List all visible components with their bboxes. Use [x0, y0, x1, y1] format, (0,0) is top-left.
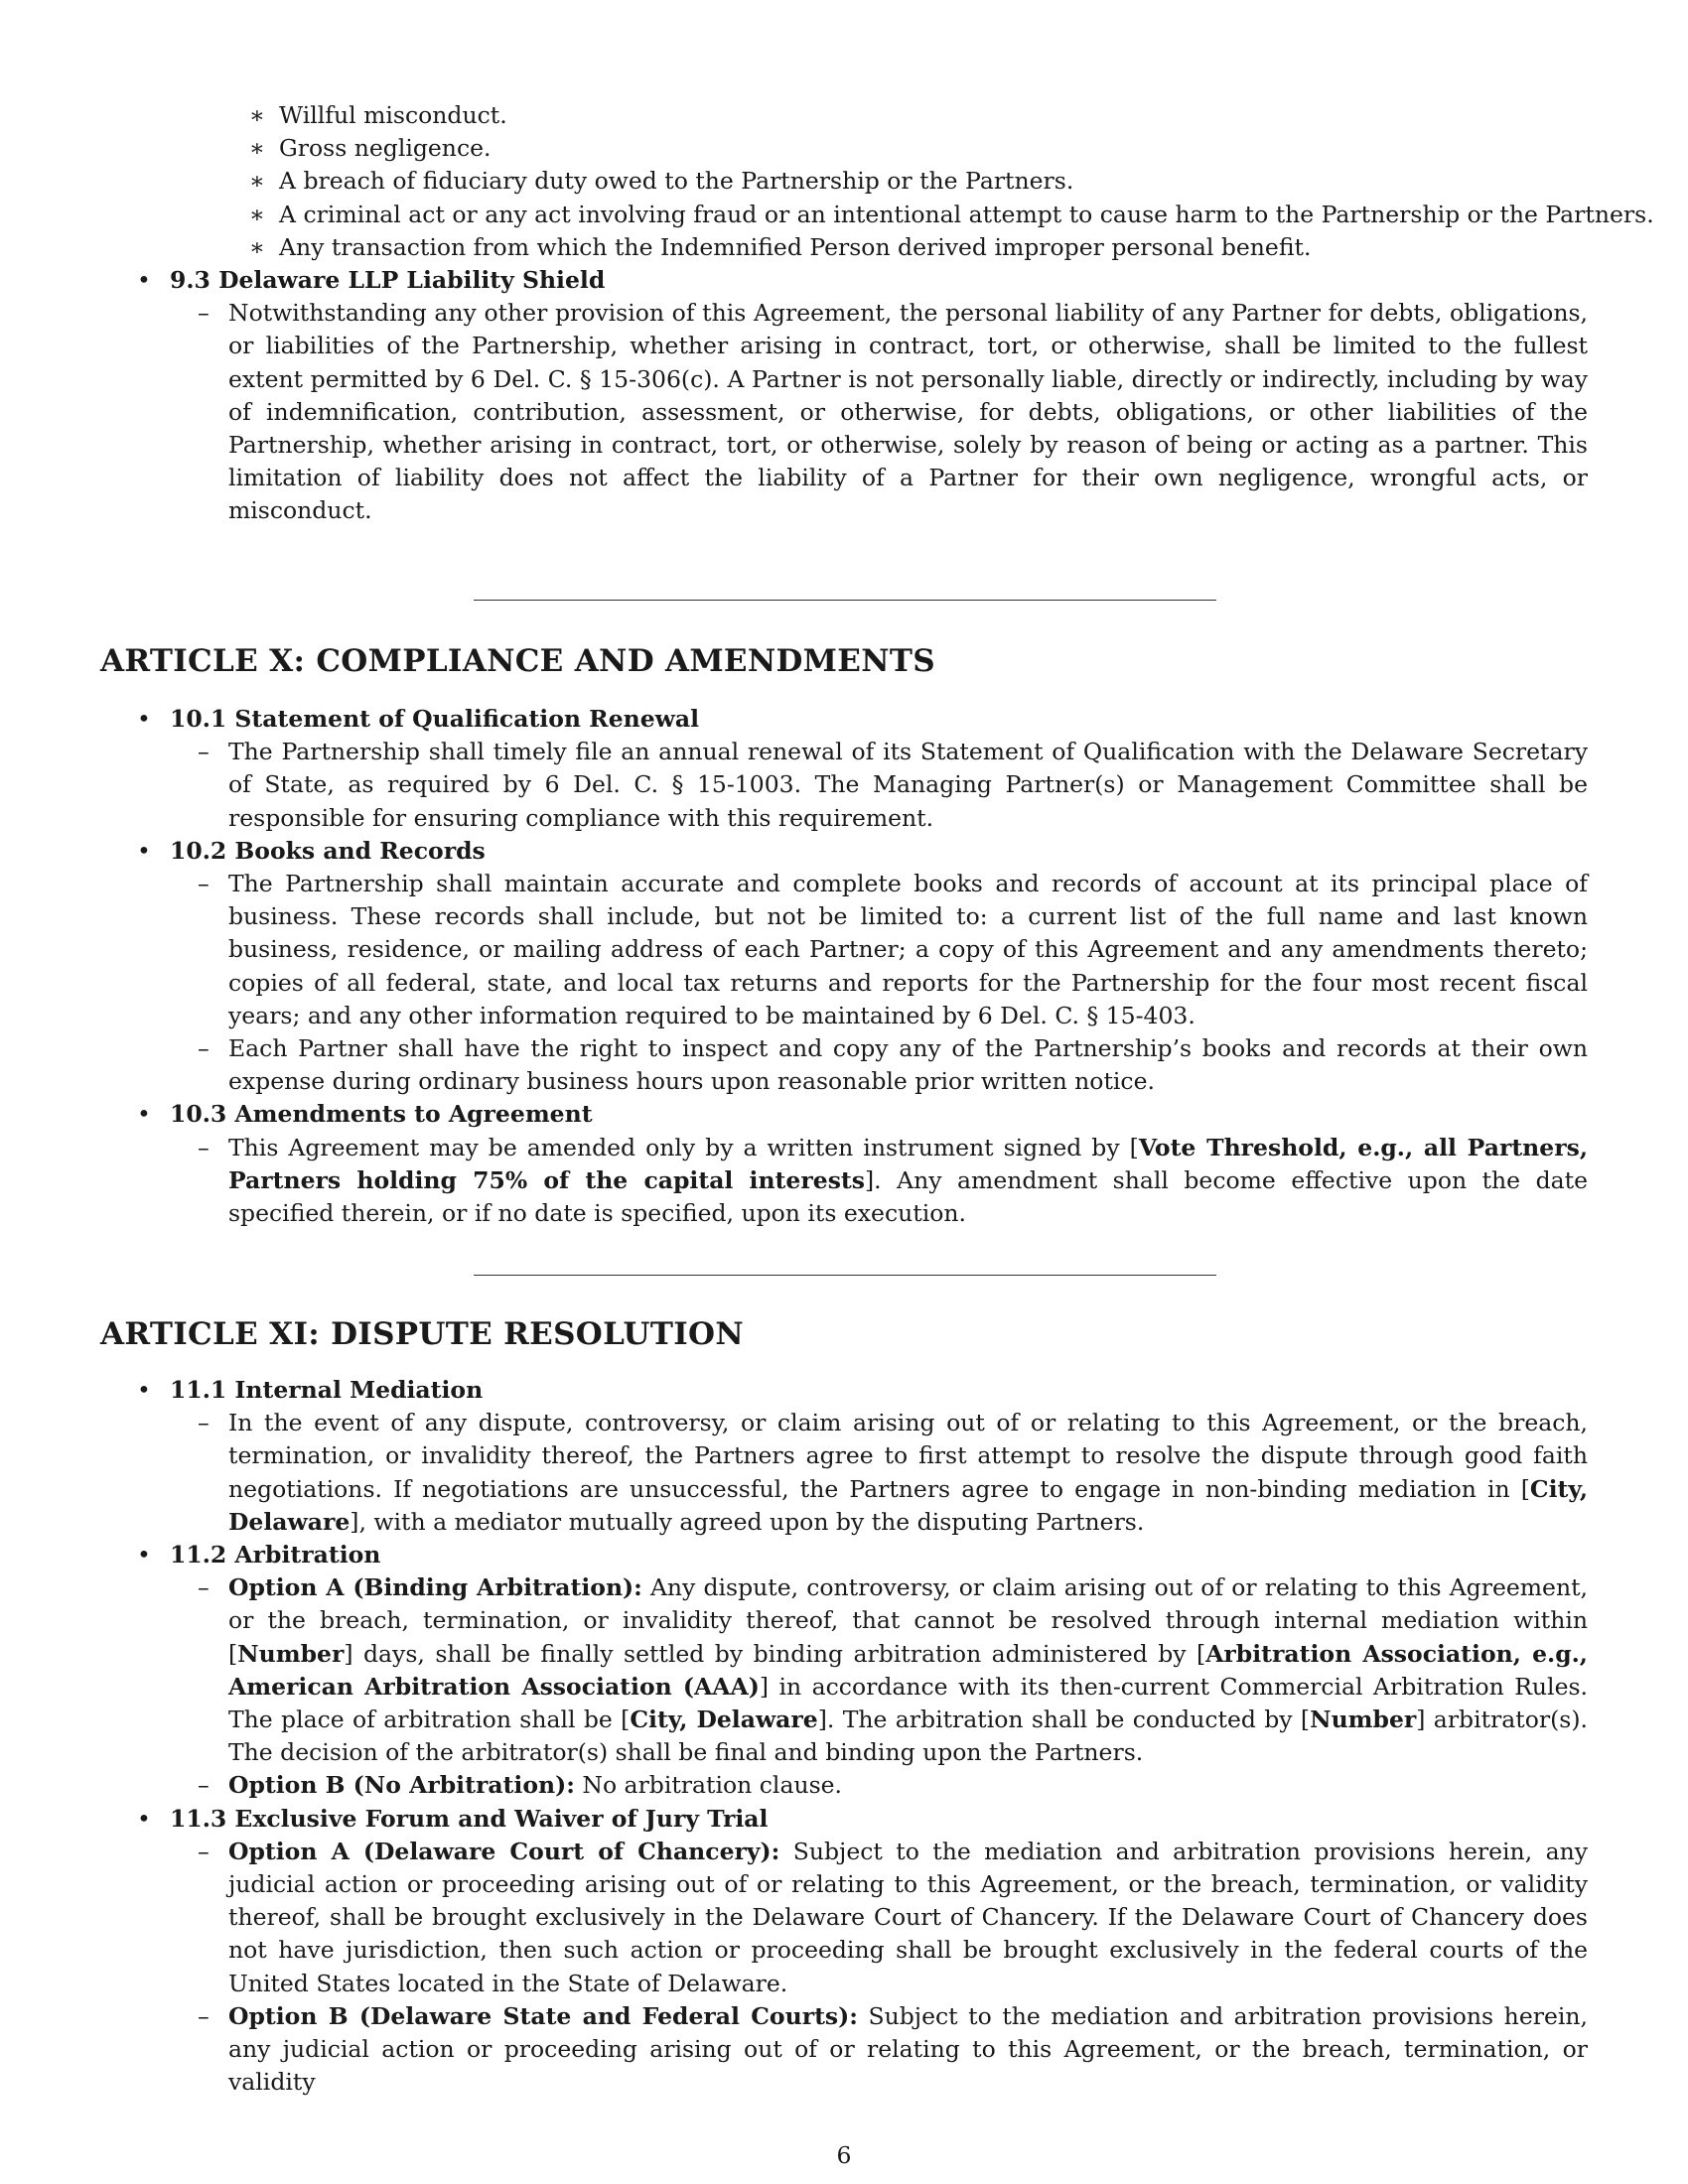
section-heading-10-3: • 10.3 Amendments to Agreement: [137, 1100, 593, 1129]
section-11-2-option-b: – Option B (No Arbitration): No arbitration clause.: [198, 1771, 843, 1800]
section-divider: [474, 1275, 1216, 1276]
section-11-3-option-a: – Option A (Delaware Court of Chancery): Subject to the mediation and arbitration provisions herein, any judicial action or proceeding arising out of or relating to this Agreement, or the breach, termination, or validity thereof, shall be brought exclusively in the Delaware Court of Chancery. If the Delaware Court of Chancery does not have jurisdiction, then such action or proceeding shall be brought exclusively in the federal courts of the United States located in the State of Delaware.: [198, 1837, 1588, 1997]
section-divider: [474, 600, 1216, 601]
article-11-body: [100, 1374, 1590, 2099]
section-10-1-text: – The Partnership shall timely file an annual renewal of its Statement of Qualification with the Delaware Secretary of State, as required by 6 Del. C. § 15-1003. The Managing Partner(s) or Management Committee shall be responsible for ensuring compliance with this requirement.: [198, 738, 1588, 832]
section-11-1-text: – In the event of any dispute, controversy, or claim arising out of or relating to this Agreement, or the breach, termination, or invalidity thereof, the Partners agree to first attempt to resolve the dispute through good faith negotiations. If negotiations are unsuccessful, the Partners agree to engage in non-binding mediation in [City, Delaware], with a mediator mutually agreed upon by the disputing Partners.: [198, 1409, 1588, 1536]
section-10-2-text-1: – The Partnership shall maintain accurate and complete books and records of account at its principal place of business. These records shall include, but not be limited to: a current list of the full name and last known business, residence, or mailing address of each Partner; a copy of this Agreement and any amendments thereto; copies of all federal, state, and local tax returns and reports for the Partnership for the four most recent fiscal years; and any other information required to be maintained by 6 Del. C. § 15-403.: [198, 870, 1588, 1029]
art9-continuation: [100, 99, 1654, 528]
vote-threshold-placeholder: Vote Threshold, e.g., all Partners, Partners holding 75% of the capital interests: [228, 1133, 1589, 1194]
section-9-3-text: – Notwithstanding any other provision of this Agreement, the personal liability of any Partner for debts, obligations, or liabilities of the Partnership, whether arising in contract, tort, or otherwise, shall be limited to the fullest extent permitted by 6 Del. C. § 15-306(c). A Partner is not personally liable, directly or indirectly, including by way of indemnification, contribution, assessment, or otherwise, for debts, obligations, or other liabilities of the Partnership, whether arising in contract, tort, or otherwise, solely by reason of being or acting as a partner. This limitation of liability does not affect the liability of a Partner for their own negligence, wrongful acts, or misconduct.: [198, 299, 1588, 525]
section-heading-10-1: • 10.1 Statement of Qualification Renewal: [137, 705, 700, 733]
section-11-3-option-b: – Option B (Delaware State and Federal Courts): Subject to the mediation and arbitration provisions herein, any judicial action or proceeding arising out of or relating to this Agreement, or the breach, termination, or validity: [198, 2001, 1588, 2097]
article-10-title: ARTICLE X: COMPLIANCE AND AMENDMENTS: [100, 643, 935, 679]
exclusion-item: ∗ A breach of fiduciary duty owed to the Partnership or the Partners.: [249, 167, 1074, 196]
section-heading-11-2: • 11.2 Arbitration: [137, 1541, 381, 1570]
city-placeholder: City, Delaware: [228, 1474, 1588, 1536]
exclusion-item: ∗ Gross negligence.: [249, 134, 492, 163]
section-heading-9-3: • 9.3 Delaware LLP Liability Shield: [137, 266, 606, 295]
section-11-2-option-a: – Option A (Binding Arbitration): Any dispute, controversy, or claim arising out of or relating to this Agreement, or the breach, termination, or invalidity thereof, that cannot be resolved through internal mediation within [Number] days, shall be finally settled by binding arbitration administered by [Arbitration Association, e.g., American Arbitration Association (AAA)] in accordance with its then-current Commercial Arbitration Rules. The place of arbitration shall be [City, Delaware]. The arbitration shall be conducted by [Number] arbitrator(s). The decision of the arbitrator(s) shall be final and binding upon the Partners.: [198, 1573, 1589, 1767]
exclusion-item: ∗ Any transaction from which the Indemnified Person derived improper personal benefit.: [249, 232, 1312, 261]
section-10-2-text-2: – Each Partner shall have the right to inspect and copy any of the Partnership’s books and records at their own expense during ordinary business hours upon reasonable prior written notice.: [198, 1034, 1588, 1096]
section-heading-10-2: • 10.2 Books and Records: [137, 836, 486, 865]
section-heading-11-3: • 11.3 Exclusive Forum and Waiver of Jury Trial: [137, 1804, 769, 1833]
page-number: 6: [836, 2141, 852, 2169]
section-10-3-text: – This Agreement may be amended only by a written instrument signed by [Vote Threshold, e.g., all Partners, Partners holding 75% of the capital interests]. Any amendment shall become effective upon the date specified therein, or if no date is specified, upon its execution.: [198, 1133, 1589, 1228]
exclusion-item: ∗ Willful misconduct.: [249, 101, 507, 129]
section-heading-11-1: • 11.1 Internal Mediation: [137, 1376, 484, 1404]
exclusion-item: ∗ A criminal act or any act involving fraud or an intentional attempt to cause harm to the Partnership or the Partners.: [249, 200, 1654, 228]
article-11-title: ARTICLE XI: DISPUTE RESOLUTION: [100, 1316, 744, 1352]
article-10-body: [100, 703, 1590, 1230]
